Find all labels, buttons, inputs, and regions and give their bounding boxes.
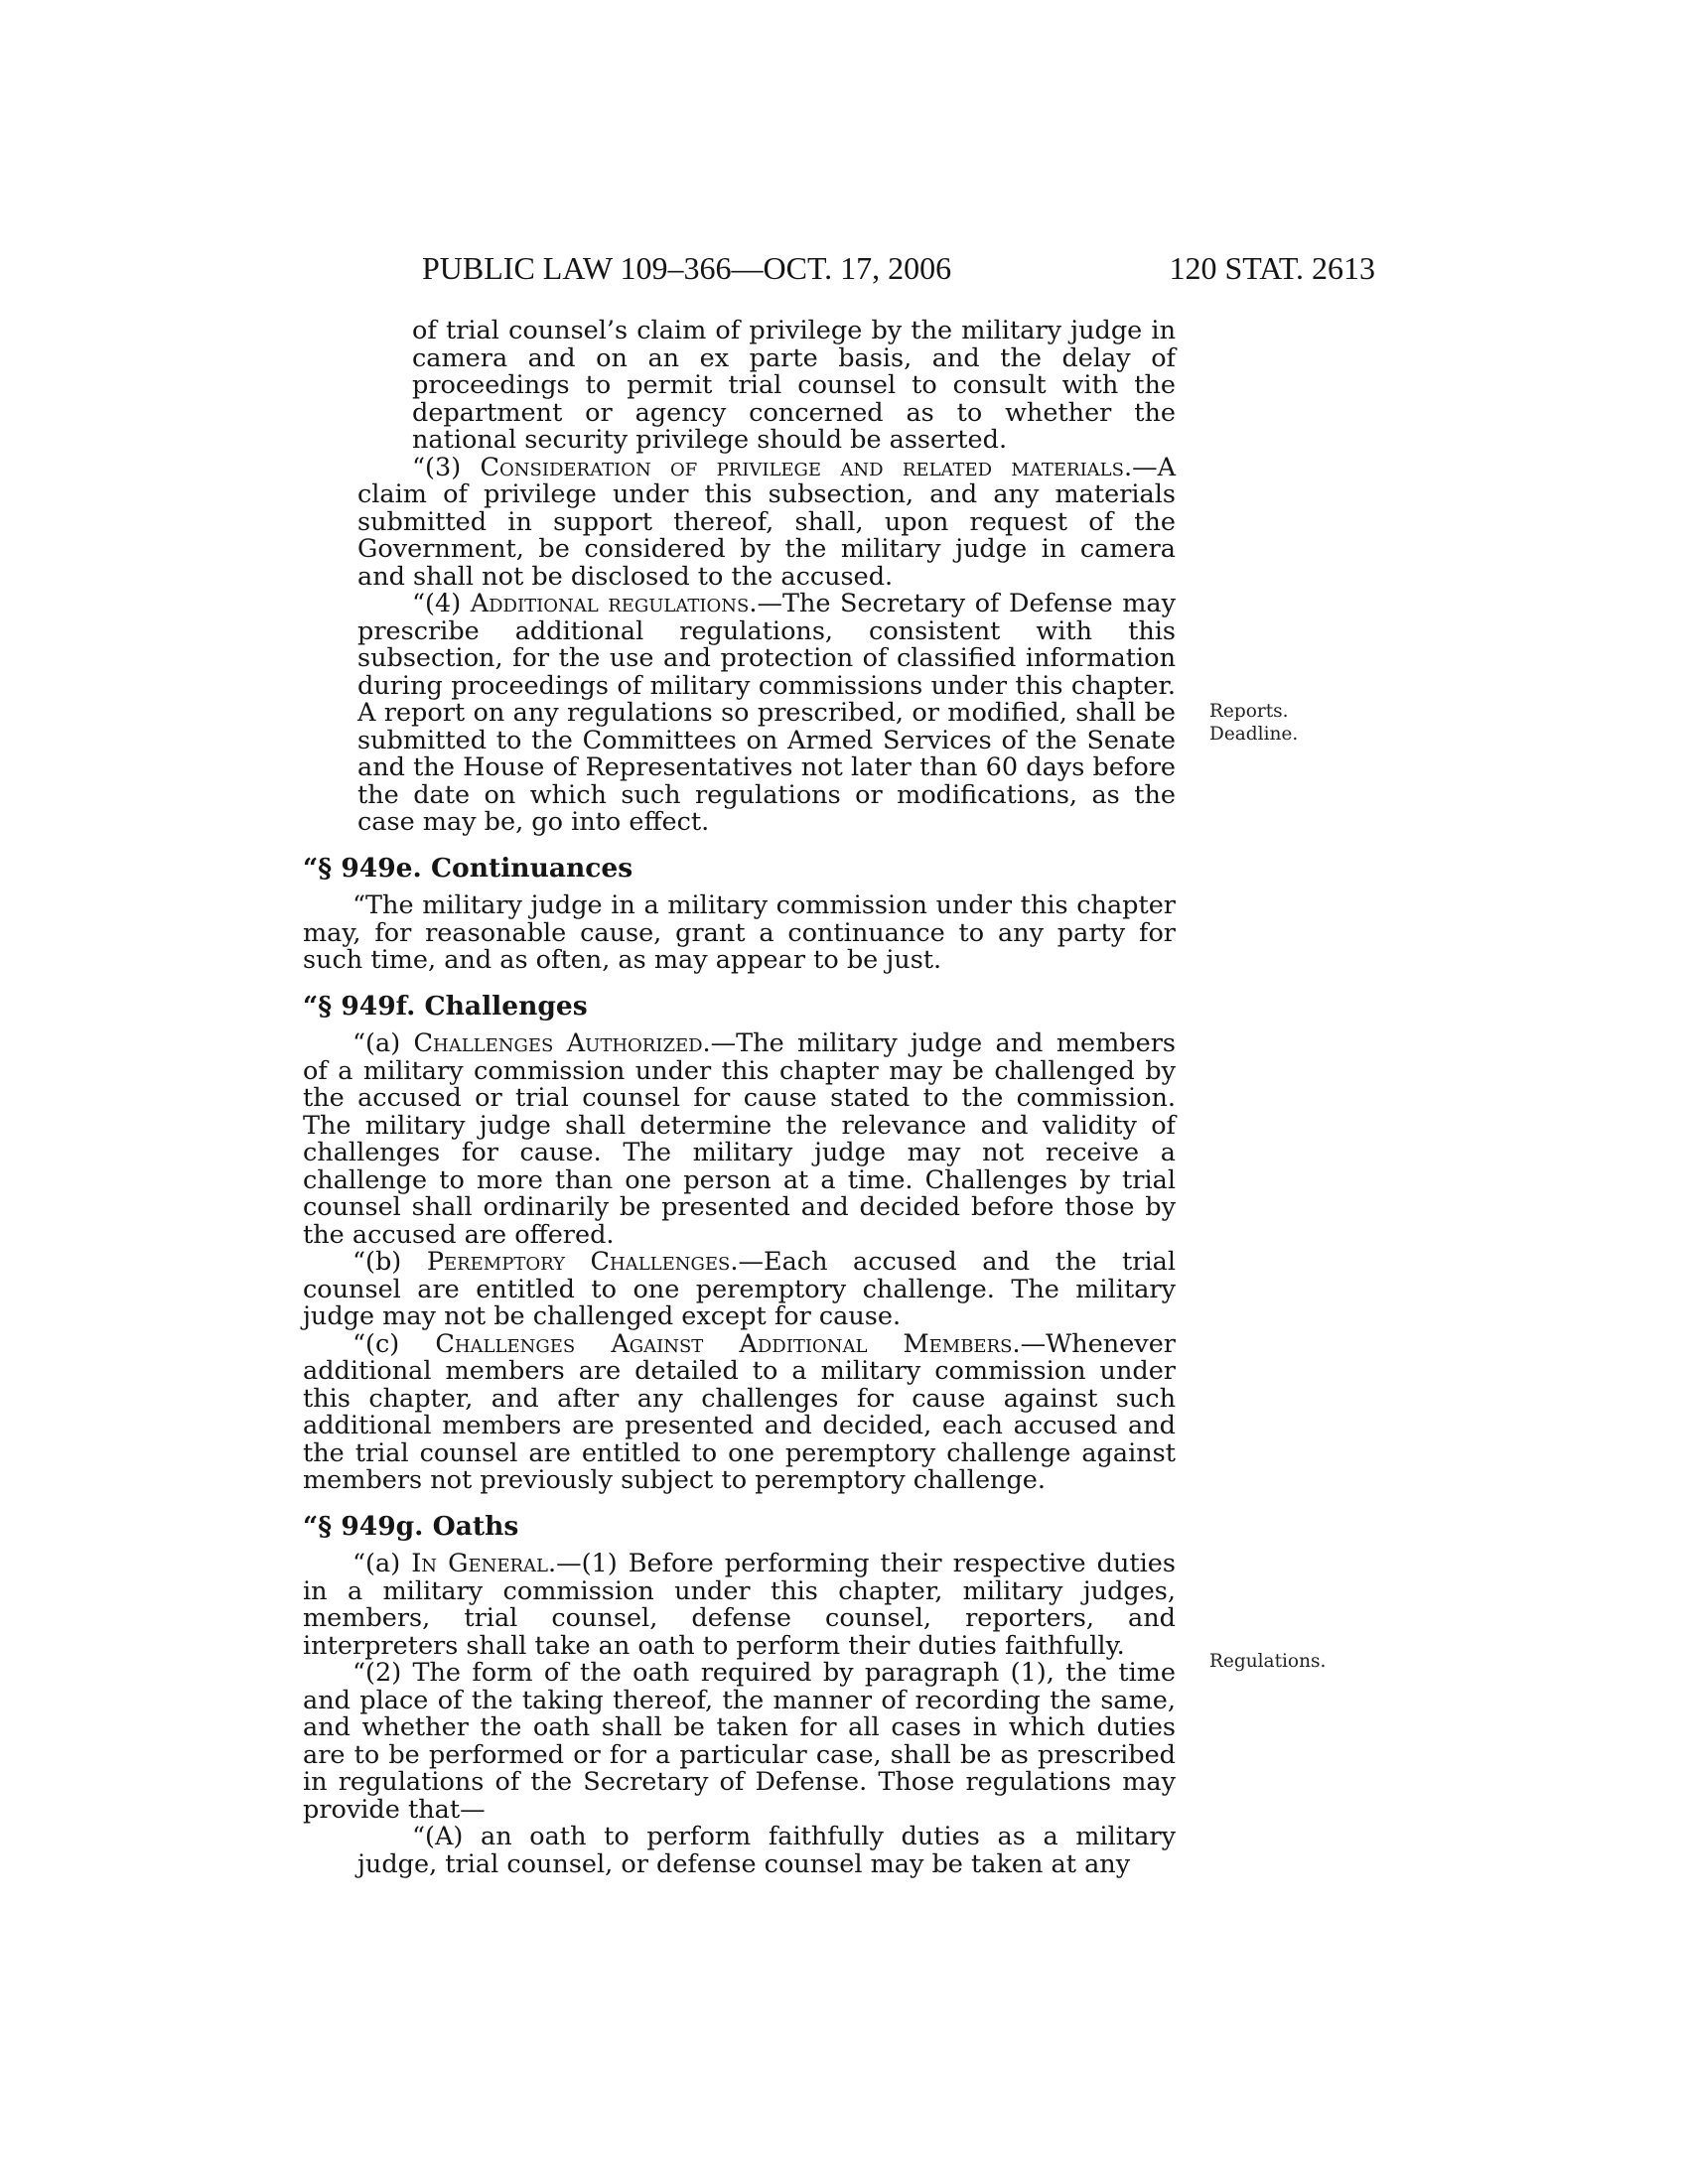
margin-note-deadline: Deadline. <box>1209 724 1299 745</box>
paragraph-continuances: “The military judge in a military commission under this chapter may, for reasonable cause, grant a continuance to any party for such time, and as often, as may appear to be just. <box>303 890 1176 975</box>
paragraph-heading: In General. <box>411 1549 557 1578</box>
section-heading-949g: “§ 949g. Oaths <box>303 1510 519 1542</box>
paragraph-a-in-general <box>303 1551 1176 1660</box>
paragraph-number: “(a) <box>352 1028 401 1058</box>
paragraph-continued-privilege: of trial counsel’s claim of privilege by the military judge in camera and on an ex parte basis, and the delay of proceedings to permit trial counsel to consult with the department or agency concerned as to whether the national security privilege should be asserted. <box>412 316 1176 455</box>
paragraph-heading: Consideration of privilege and related materials. <box>480 452 1133 482</box>
paragraph-heading: Peremptory Challenges. <box>426 1247 739 1277</box>
paragraph-number: “(b) <box>352 1247 402 1277</box>
paragraph-text: —Whenever additional members are detailed to a military commission under this chapter, and after any challenges for cause against such additional members are presented and decided, each accused and the trial counsel are entitled to one peremptory challenge against members not previously subject to peremptory challenge. <box>303 1328 1176 1495</box>
paragraph-b-peremptory-challenges <box>303 1249 1176 1331</box>
section-heading-949f: “§ 949f. Challenges <box>303 990 588 1022</box>
paragraph-heading: Challenges Authorized. <box>413 1028 711 1058</box>
paragraph-text: —The Secretary of Defense may prescribe additional regulations, consistent with this subsection, for the use and protection of classified information during proceedings of military commissions under this chapter. A report on any regulations so prescribed, or modified, shall be submitted to the Committees on Armed Services of the Senate and the House of Representatives not later than 60 days before the date on which such regulations or modifications, as the case may be, go into effect. <box>357 589 1177 837</box>
paragraph-number: “(4) <box>412 589 462 618</box>
paragraph-heading: Challenges Against Additional Members. <box>435 1328 1021 1359</box>
document-body <box>303 318 1176 1878</box>
paragraph-4-additional-regulations <box>303 591 1176 837</box>
paragraph-text: —The military judge and members of a military commission under this chapter may be challenged by the accused or trial counsel for cause stated to the commission. The military judge shall determine the relevance and validity of challenges for cause. The military judge may not receive a challenge to more than one person at a time. Challenges by trial counsel shall ordinarily be presented and decided before those by the accused are offered. <box>303 1028 1176 1250</box>
paragraph-number: “(c) <box>352 1328 400 1359</box>
margin-note-reports: Reports. <box>1209 701 1289 722</box>
margin-note-regulations: Regulations. <box>1209 1651 1327 1672</box>
paragraph-A-oath-military-judge: “(A) an oath to perform faithfully duties as a military judge, trial counsel, or defense counsel may be taken at any <box>357 1822 1176 1879</box>
statute-page-number: 120 STAT. 2613 <box>1169 250 1375 286</box>
running-head <box>303 250 1375 290</box>
paragraph-3-consideration-of-privilege <box>303 452 1176 592</box>
paragraph-text: —A claim of privilege under this subsection, and any materials submitted in support thereof, shall, upon request of the Government, be considered by the military judge in camera and shall not be disclosed to the accused. <box>357 452 1176 592</box>
paragraph-2-form-of-oath: “(2) The form of the oath required by paragraph (1), the time and place of the taking thereof, the manner of recording the same, and whether the oath shall be taken for all cases in which duties are to be performed or for a particular case, shall be as prescribed in regulations of the Secretary of Defense. Those regulations may provide that— <box>303 1658 1176 1825</box>
paragraph-number: “(3) <box>412 452 462 482</box>
paragraph-c-challenges-additional-members <box>303 1328 1176 1495</box>
section-heading-949e: “§ 949e. Continuances <box>303 852 633 884</box>
paragraph-heading: Additional regulations. <box>470 589 758 618</box>
paragraph-text: —Each accused and the trial counsel are entitled to one peremptory challenge. The military judge may not be challenged except for cause. <box>303 1247 1176 1331</box>
paragraph-a-challenges-authorized <box>303 1030 1176 1249</box>
paragraph-number: “(a) <box>352 1549 401 1578</box>
paragraph-text: —(1) Before performing their respective duties in a military commission under this chapter, military judges, members, trial counsel, defense counsel, reporters, and interpreters shall take an oath to perform their duties faithfully. <box>303 1549 1176 1661</box>
running-head-title: PUBLIC LAW 109–366—OCT. 17, 2006 <box>422 250 952 286</box>
